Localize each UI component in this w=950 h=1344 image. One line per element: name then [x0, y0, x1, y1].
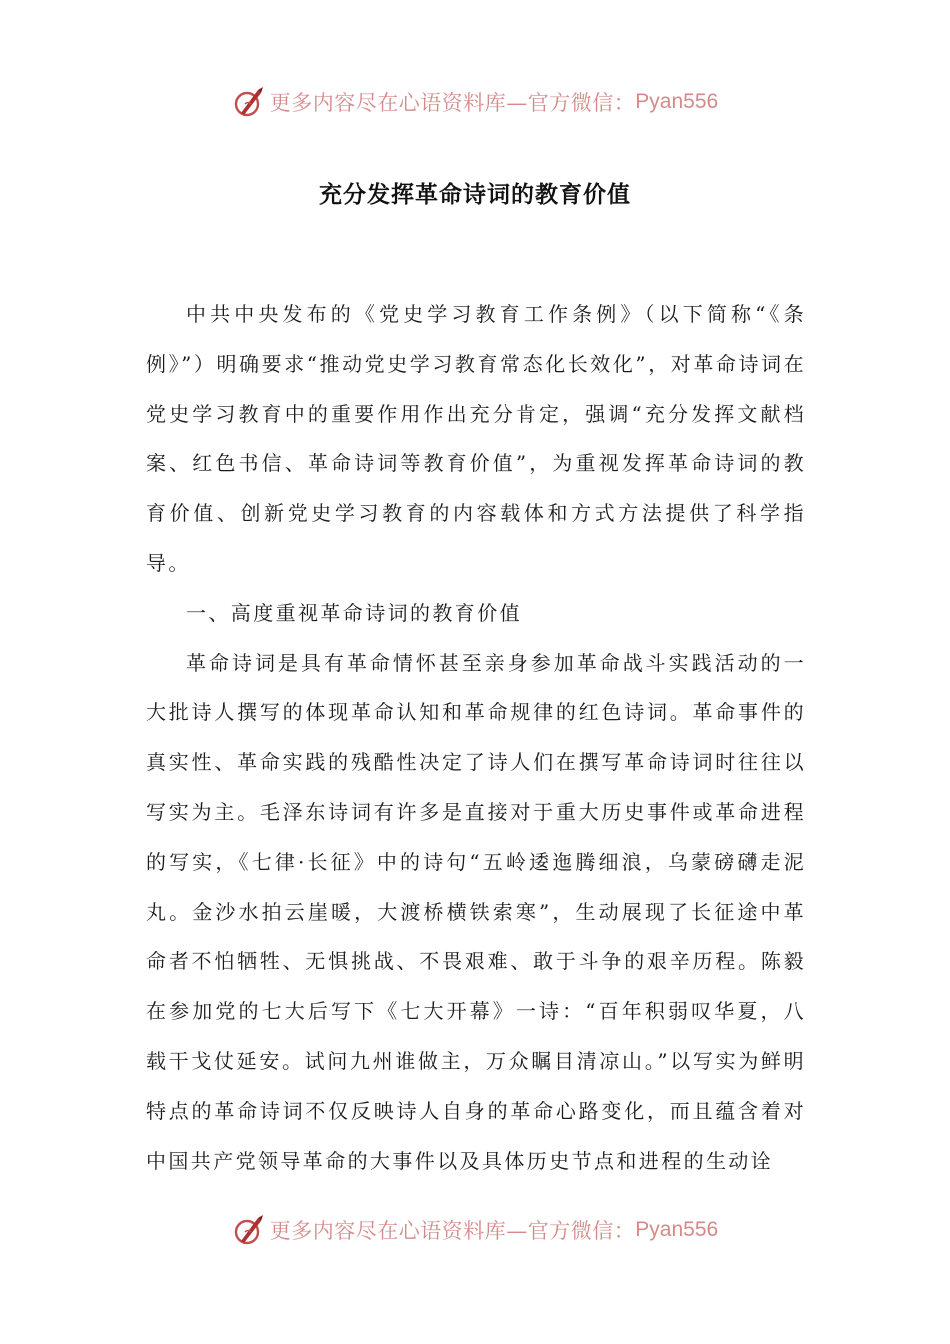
document-body	[146, 290, 806, 1186]
watermark-banner-bottom	[0, 1208, 950, 1252]
quill-pen-circle-icon	[232, 85, 266, 119]
paragraph-intro: 中共中央发布的《党史学习教育工作条例》（以下简称“《条例》”）明确要求“推动党史学习教育常态化长效化”，对革命诗词在党史学习教育中的重要作用作出充分肯定，强调“充分发挥文献档案、红色书信、革命诗词等教育价值”，为重视发挥革命诗词的教育价值、创新党史学习教育的内容载体和方式方法提供了科学指导。	[146, 302, 806, 575]
watermark-banner-top	[0, 80, 950, 124]
watermark-wechat-id: Pyan556	[635, 90, 719, 113]
quill-pen-circle-icon	[232, 1213, 266, 1247]
watermark-text: 更多内容尽在心语资料库—官方微信：	[269, 1219, 636, 1243]
paragraph-section-1: 革命诗词是具有革命情怀甚至亲身参加革命战斗实践活动的一大批诗人撰写的体现革命认知和革命规律的红色诗词。革命事件的真实性、革命实践的残酷性决定了诗人们在撰写革命诗词时往往以写实为主。毛泽东诗词有许多是直接对于重大历史事件或革命进程的写实，《七律·长征》中的诗句“五岭逶迤腾细浪，乌蒙磅礴走泥丸。金沙水拍云崖暖，大渡桥横铁索寒”，生动展现了长征途中革命者不怕牺牲、无惧挑战、不畏艰难、敢于斗争的艰辛历程。陈毅在参加党的七大后写下《七大开幕》一诗：“百年积弱叹华夏，八载干戈仗延安。试问九州谁做主，万众瞩目清凉山。”以写实为鲜明特点的革命诗词不仅反映诗人自身的革命心路变化，而且蕴含着对中国共产党领导革命的大事件以及具体历史节点和进程的生动诠	[146, 650, 806, 1173]
watermark-text: 更多内容尽在心语资料库—官方微信：	[269, 91, 636, 115]
watermark-wechat-id: Pyan556	[635, 1218, 719, 1241]
section-heading-1: 一、高度重视革命诗词的教育价值	[186, 600, 522, 625]
document-title: 充分发挥革命诗词的教育价值	[319, 182, 631, 208]
